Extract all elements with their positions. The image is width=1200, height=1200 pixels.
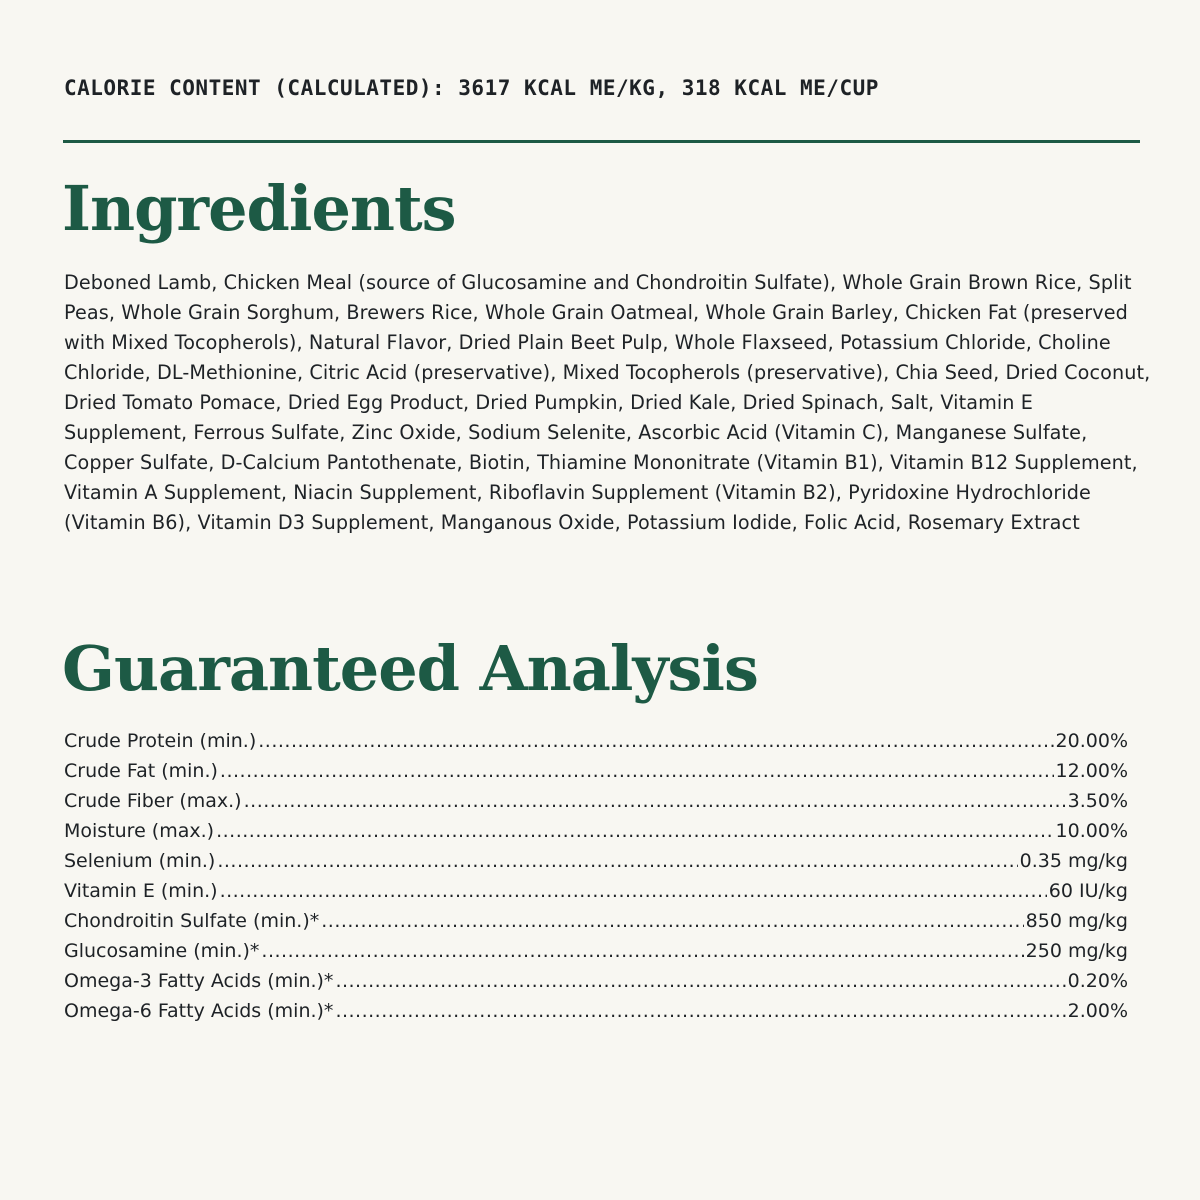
analysis-row <box>64 820 1128 850</box>
dot-leader <box>258 730 1053 752</box>
dot-leader <box>321 910 1023 932</box>
dot-leader <box>335 1000 1065 1022</box>
analysis-row <box>64 940 1128 970</box>
guaranteed-analysis-table <box>64 730 1128 1030</box>
analysis-value: 12.00% <box>1055 760 1128 782</box>
analysis-value: 3.50% <box>1067 790 1128 812</box>
analysis-value: 250 mg/kg <box>1025 940 1128 962</box>
analysis-row <box>64 910 1128 940</box>
dot-leader <box>335 970 1065 992</box>
analysis-label: Omega-6 Fatty Acids (min.)* <box>64 1000 334 1022</box>
analysis-label: Chondroitin Sulfate (min.)* <box>64 910 320 932</box>
calorie-content: CALORIE CONTENT (CALCULATED): 3617 KCAL ME/KG, 318 KCAL ME/CUP <box>64 76 879 100</box>
analysis-row <box>64 970 1128 1000</box>
dot-leader <box>217 850 1017 872</box>
analysis-value: 0.20% <box>1067 970 1128 992</box>
analysis-row <box>64 850 1128 880</box>
analysis-label: Omega-3 Fatty Acids (min.)* <box>64 970 334 992</box>
dot-leader <box>220 760 1054 782</box>
analysis-row <box>64 760 1128 790</box>
analysis-value: 850 mg/kg <box>1025 910 1128 932</box>
dot-leader <box>220 880 1047 902</box>
dot-leader <box>244 790 1066 812</box>
analysis-value: 10.00% <box>1055 820 1128 842</box>
analysis-row <box>64 730 1128 760</box>
analysis-label: Selenium (min.) <box>64 850 216 872</box>
guaranteed-analysis-heading: Guaranteed Analysis <box>62 632 758 705</box>
analysis-value: 20.00% <box>1055 730 1128 752</box>
ingredients-list: Deboned Lamb, Chicken Meal (source of Glucosamine and Chondroitin Sulfate), Whole Grain Brown Rice, Split Peas, Whole Grain Sorghum, Brewers Rice, Whole Grain Oatmeal, Whole Grain Barley, Chicken Fat (preserved with Mixed Tocopherols), Natural Flavor, Dried Plain Beet Pulp, Whole Flaxseed, Potassium Chloride, Choline Chloride, DL-Methionine, Citric Acid (preservative), Mixed Tocopherols (preservative), Chia Seed, Dried Coconut, Dried Tomato Pomace, Dried Egg Product, Dried Pumpkin, Dried Kale, Dried Spinach, Salt, Vitamin E Supplement, Ferrous Sulfate, Zinc Oxide, Sodium Selenite, Ascorbic Acid (Vitamin C), Manganese Sulfate, Copper Sulfate, D-Calcium Pantothenate, Biotin, Thiamine Mononitrate (Vitamin B1), Vitamin B12 Supplement, Vitamin A Supplement, Niacin Supplement, Riboflavin Supplement (Vitamin B2), Pyridoxine Hydrochloride (Vitamin B6), Vitamin D3 Supplement, Manganous Oxide, Potassium Iodide, Folic Acid, Rosemary Extract <box>64 271 1151 534</box>
analysis-row <box>64 880 1128 910</box>
analysis-row <box>64 1000 1128 1030</box>
analysis-label: Crude Protein (min.) <box>64 730 257 752</box>
analysis-label: Glucosamine (min.)* <box>64 940 260 962</box>
analysis-label: Vitamin E (min.) <box>64 880 218 902</box>
dot-leader <box>216 820 1053 842</box>
analysis-value: 60 IU/kg <box>1048 880 1128 902</box>
divider-rule <box>63 140 1140 143</box>
dot-leader <box>261 940 1023 962</box>
analysis-value: 2.00% <box>1067 1000 1128 1022</box>
analysis-label: Crude Fiber (max.) <box>64 790 242 812</box>
ingredients-heading: Ingredients <box>62 172 456 245</box>
analysis-label: Crude Fat (min.) <box>64 760 218 782</box>
analysis-row <box>64 790 1128 820</box>
analysis-label: Moisture (max.) <box>64 820 215 842</box>
analysis-value: 0.35 mg/kg <box>1019 850 1128 872</box>
